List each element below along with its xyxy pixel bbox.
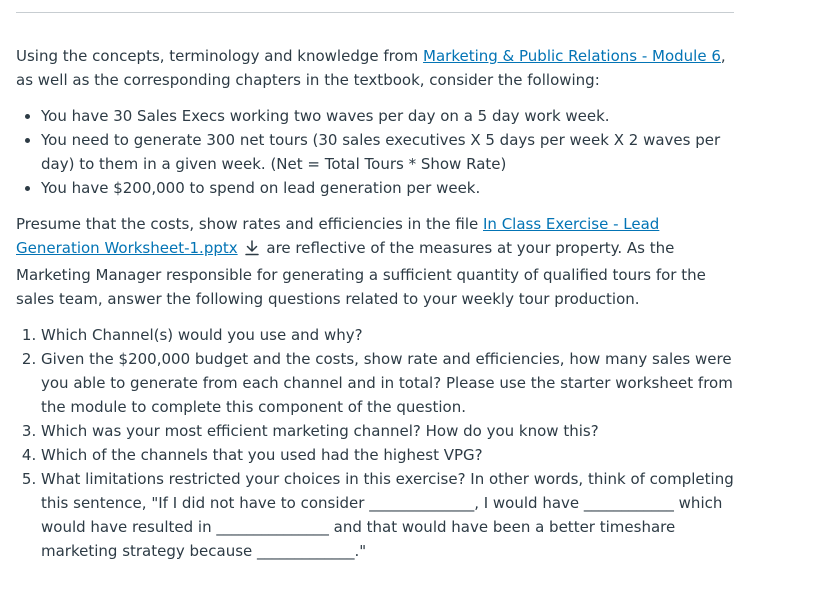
module-link[interactable]: Marketing & Public Relations - Module 6: [423, 47, 721, 65]
presume-text-end: are reflective of the measures at your property. As the Marketing Manager responsible for generating a sufficient quantity of qualified tours for the sales team, answer the following questions related to your weekly tour production.: [16, 239, 706, 308]
list-item: • You need to generate 300 net tours (30 sales executives X 5 days per week X 2 waves per day) to them in a given week. (Net = Total Tours * Show Rate): [41, 128, 736, 176]
question-item: 3. Which was your most efficient marketing channel? How do you know this?: [41, 419, 736, 443]
presume-text: Presume that the costs, show rates and efficiencies in the file: [16, 215, 483, 233]
intro-text: Using the concepts, terminology and knowledge from: [16, 47, 424, 65]
list-item: • You have 30 Sales Execs working two waves per day on a 5 day work week.: [41, 104, 736, 128]
worksheet-link[interactable]: In Class Exercise - Lead Generation Worksheet-1.pptx: [16, 215, 660, 257]
intro-paragraph: [16, 44, 736, 92]
intro-text-end: , as well as the corresponding chapters in the textbook, consider the following:: [16, 47, 726, 89]
question-item: 1. Which Channel(s) would you use and why?: [41, 323, 736, 347]
download-icon[interactable]: [244, 239, 260, 263]
question-item: 5. What limitations restricted your choices in this exercise? In other words, think of completing this sentence, "If I did not have to consider ______________, I would have ____________ which would have resulted in _______________ and that would have been a better timeshare marketing strategy because _____________.": [41, 467, 736, 563]
questions-list: [16, 323, 736, 563]
list-item: • You have $200,000 to spend on lead generation per week.: [41, 176, 736, 200]
assignment-body: [16, 44, 736, 575]
top-divider: [16, 12, 734, 13]
question-item: 2. Given the $200,000 budget and the costs, show rate and efficiencies, how many sales were you able to generate from each channel and in total? Please use the starter worksheet from the module to complete this component of the question.: [41, 347, 736, 419]
question-item: 4. Which of the channels that you used had the highest VPG?: [41, 443, 736, 467]
conditions-list: [16, 104, 736, 200]
presume-paragraph: [16, 212, 736, 311]
